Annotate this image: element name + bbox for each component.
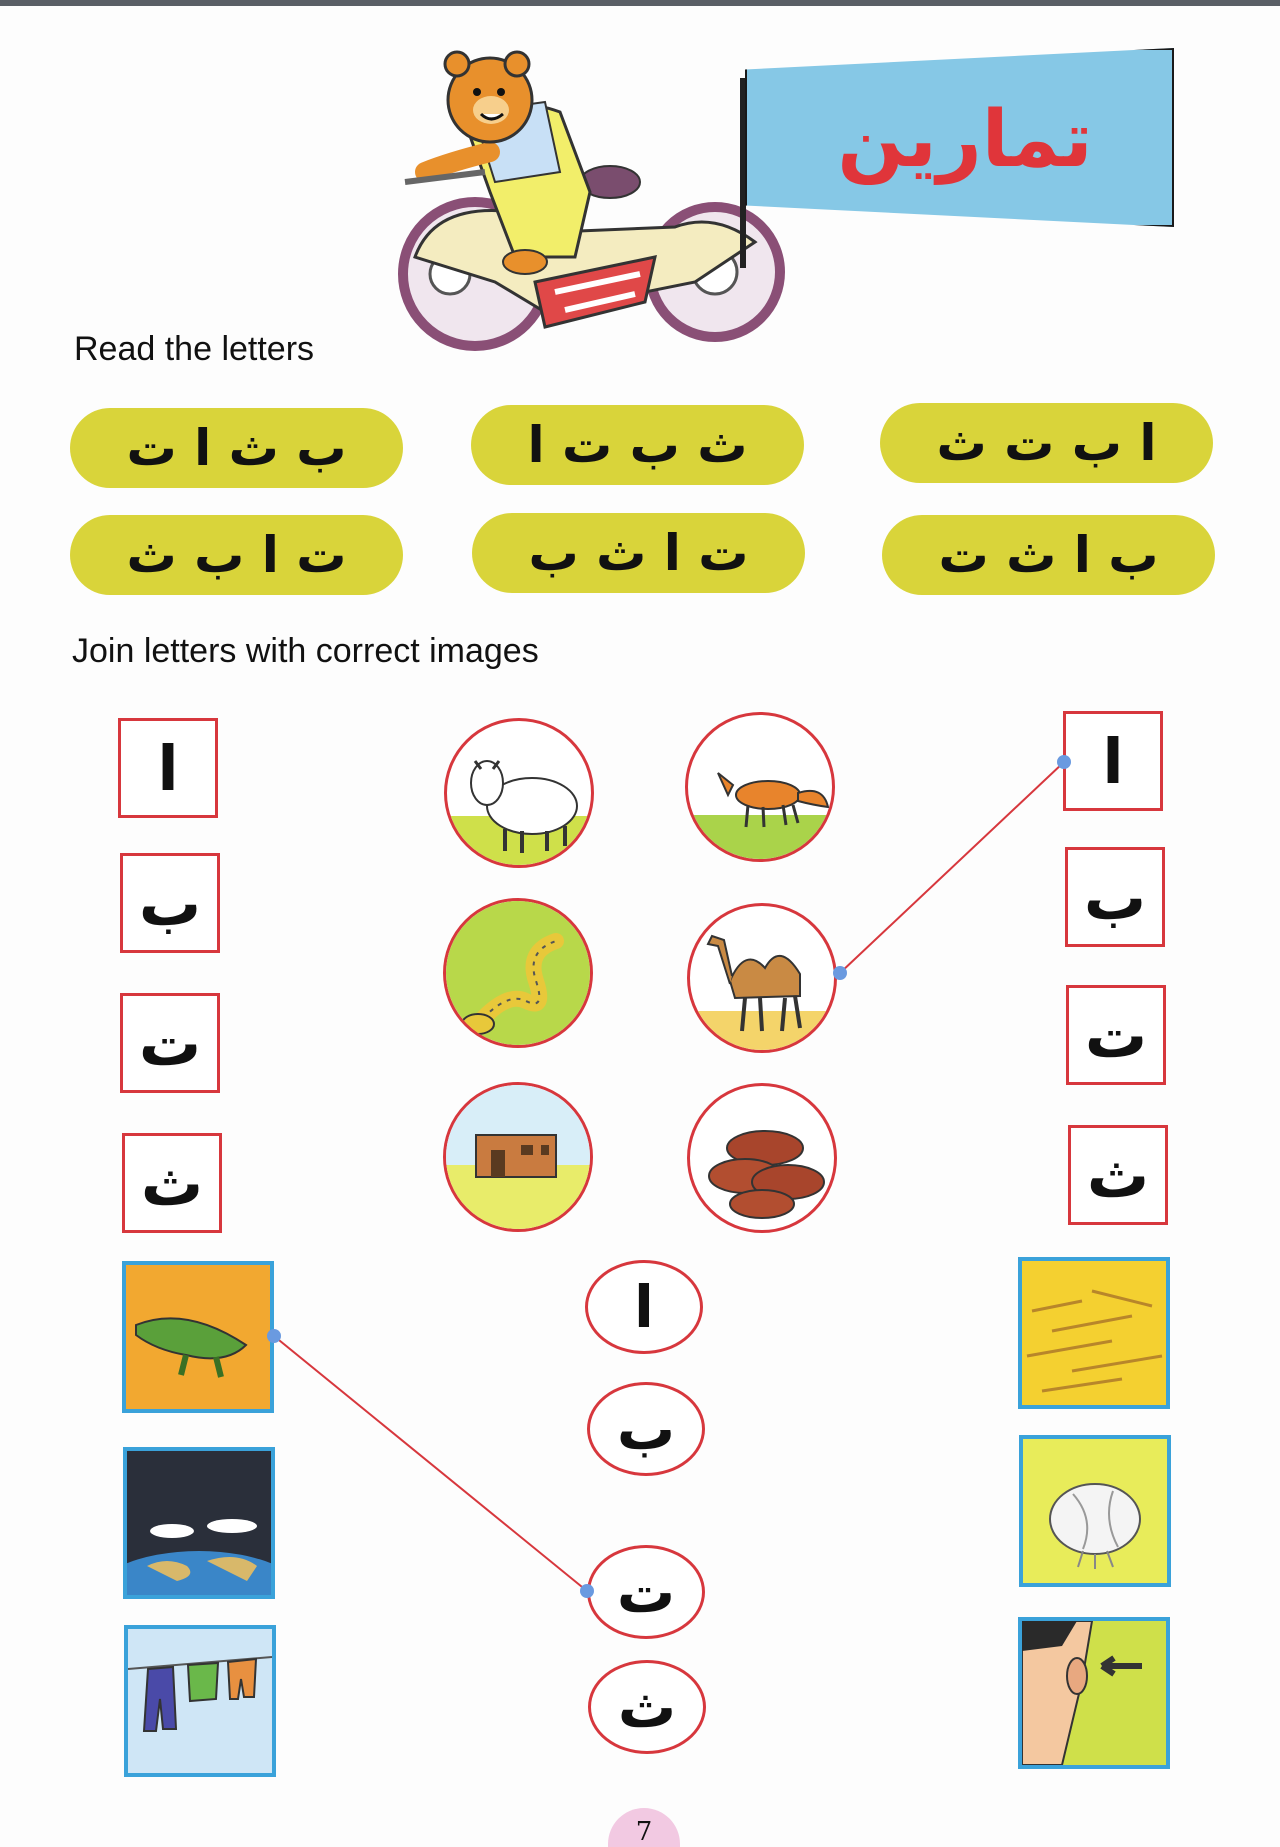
join-letters-heading: Join letters with correct images bbox=[72, 632, 539, 670]
letter-pill: ب ا ث ت bbox=[882, 515, 1215, 595]
left-letter-box[interactable]: ا bbox=[118, 718, 218, 818]
center-letter-circle[interactable]: ت bbox=[587, 1545, 705, 1639]
right-letter-box[interactable]: ا bbox=[1063, 711, 1163, 811]
connector-dot bbox=[267, 1329, 281, 1343]
center-letter-circle[interactable]: ب bbox=[587, 1382, 705, 1476]
left-letter-box[interactable]: ث bbox=[122, 1133, 222, 1233]
connector-dot bbox=[1057, 755, 1071, 769]
read-letters-heading: Read the letters bbox=[74, 330, 315, 368]
letter-pill: ت ا ث ب bbox=[472, 513, 805, 593]
right-letter-box[interactable]: ت bbox=[1066, 985, 1166, 1085]
connector-dot bbox=[580, 1584, 594, 1598]
connector-line bbox=[840, 762, 1064, 973]
letter-pill: ث ب ت ا bbox=[471, 405, 804, 485]
letter-pill: ت ا ب ث bbox=[70, 515, 403, 595]
letter-pill: ب ث ا ت bbox=[70, 408, 403, 488]
connector-dot bbox=[833, 966, 847, 980]
right-letter-box[interactable]: ب bbox=[1065, 847, 1165, 947]
center-letter-circle[interactable]: ا bbox=[585, 1260, 703, 1354]
page-title: تمارين bbox=[837, 95, 1093, 185]
letter-pill: ا ب ت ث bbox=[880, 403, 1213, 483]
left-letter-box[interactable]: ت bbox=[120, 993, 220, 1093]
left-letter-box[interactable]: ب bbox=[120, 853, 220, 953]
page-number: 7 bbox=[608, 1808, 680, 1847]
right-letter-box[interactable]: ث bbox=[1068, 1125, 1168, 1225]
center-letter-circle[interactable]: ث bbox=[588, 1660, 706, 1754]
connector-line bbox=[274, 1336, 587, 1591]
